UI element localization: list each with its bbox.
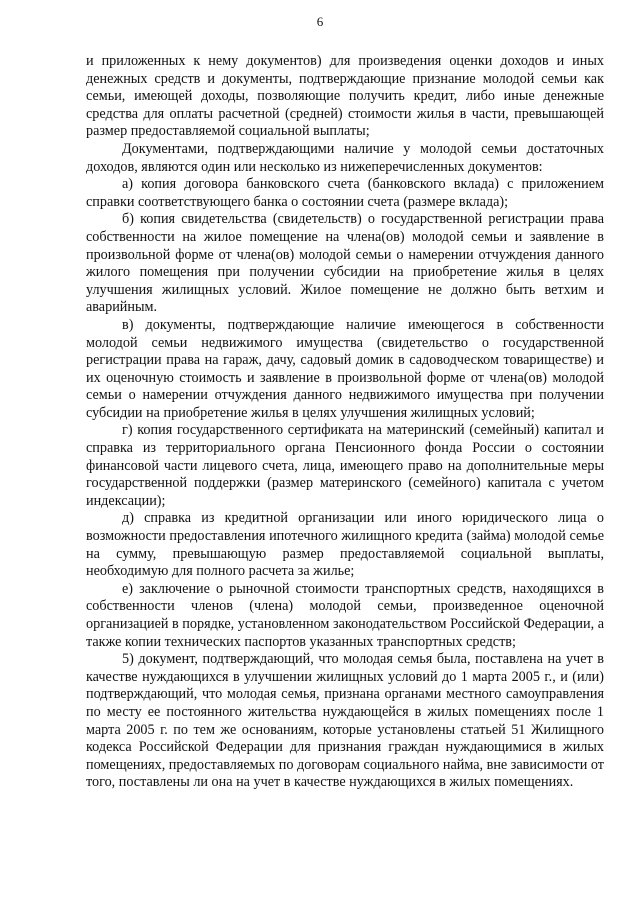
paragraph-item-5: 5) документ, подтверждающий, что молодая семья была, поставлена на учет в качестве нуждающихся в улучшении жилищных условий до 1 марта 2005 г., и (или) подтверждающий, что молодая семья, признана органами местного самоуправления по месту ее постоянного жительства нуждающейся в жилых помещениях после 1 марта 2005 г. по тем же основаниям, которые установлены статьей 51 Жилищного кодекса Российской Федерации для признания граждан нуждающимися в жилых помещениях, предоставляемых по договорам социального найма, вне зависимости от того, поставлены ли она на учет в качестве нуждающихся в жилых помещениях. [86,651,605,791]
paragraph-item-b: б) копия свидетельства (свидетельств) о государственной регистрации права собственности на жилое помещение на члена(ов) молодой семьи и заявление в произвольной форме от члена(ов) молодой семьи о намерении отчуждения данного жилого помещения при получении субсидии на приобретение жилья в целях улучшения жилищных условий. Жилое помещение не должно быть ветхим и аварийным. [86,211,604,316]
page-number: 6 [316,14,324,29]
paragraph-income-documents-intro: Документами, подтверждающими наличие у молодой семьи достаточных доходов, являются один или несколько из нижеперечисленных документов: [86,140,604,175]
paragraph-item-a: а) копия договора банковского счета (банковского вклада) с приложением справки соответствующего банка о состоянии счета (размере вклада); [86,176,604,210]
paragraph-continuation: и приложенных к нему документов) для произведения оценки доходов и иных денежных средств и документы, подтверждающие признание молодой семьи как семьи, имеющей доходы, позволяющие получить кредит, либо иные денежные средства для оплаты расчетной (средней) стоимости жилья в части, превышающей размер предоставляемой социальной выплаты; [86,53,604,140]
paragraph-item-g: г) копия государственного сертификата на материнский (семейный) капитал и справка из территориального органа Пенсионного фонда России о состоянии финансовой части лицевого счета, лица, имеющего право на дополнительные меры государственной поддержки (размер материнского (семейного) капитала с учетом индексации); [86,422,604,509]
paragraph-item-d: д) справка из кредитной организации или иного юридического лица о возможности предоставления ипотечного жилищного кредита (займа) молодой семье на сумму, превышающую размер предоставляемой социальной выплаты, необходимую для полного расчета за жилье; [86,510,604,580]
paragraph-item-e: е) заключение о рыночной стоимости транспортных средств, находящихся в собственности членов (члена) молодой семьи, произведенное оценочной организацией в порядке, установленном законодательством Российской Федерации, а также копии технических паспортов указанных транспортных средств; [86,580,604,650]
paragraph-item-v: в) документы, подтверждающие наличие имеющегося в собственности молодой семьи недвижимого имущества (свидетельство о государственной регистрации права на гараж, дачу, садовый домик в садоводческом товариществе) и их оценочную стоимость и заявление в произвольной форме от члена(ов) молодой семьи о намерении отчуждения данного недвижимого имущества при получении субсидии на приобретение жилья в целях улучшения жилищных условий; [86,316,604,421]
document-body [86,53,604,792]
